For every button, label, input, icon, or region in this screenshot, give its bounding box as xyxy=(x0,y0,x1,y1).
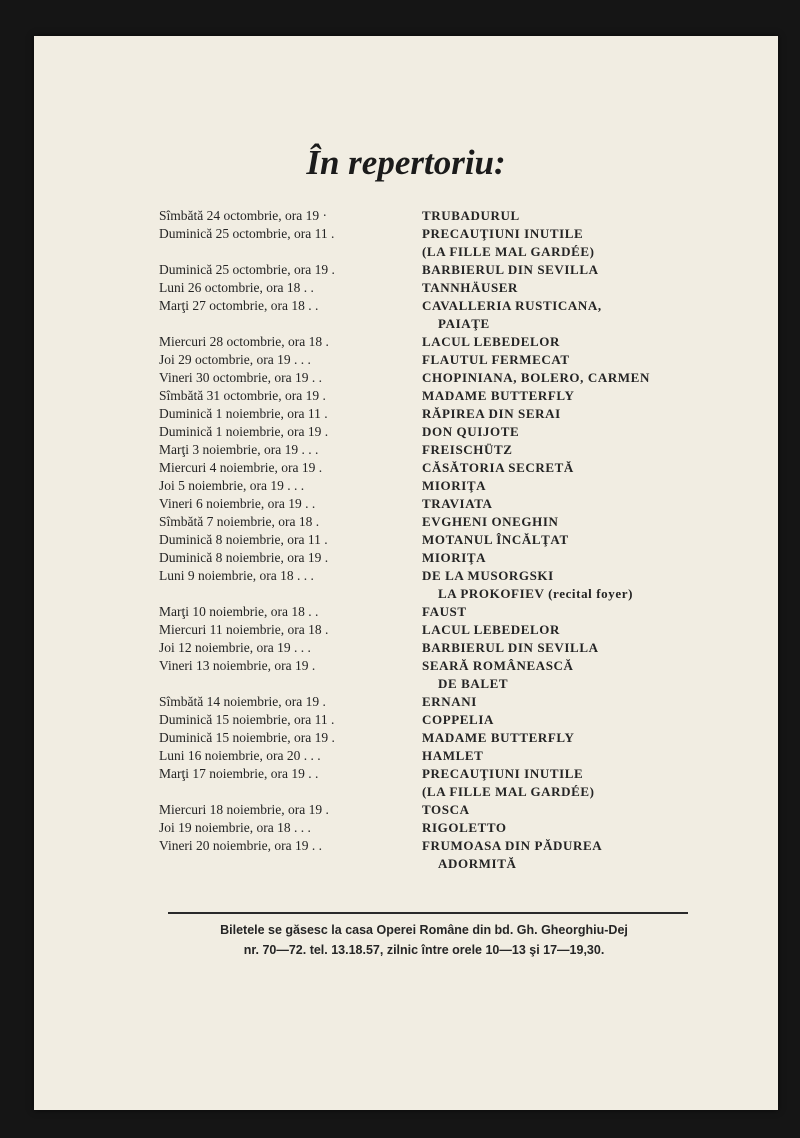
page-title: În repertoriu: xyxy=(306,143,506,182)
repertoire-row xyxy=(34,747,778,765)
performance-date: Sîmbătă 24 octombrie, ora 19 · xyxy=(159,208,327,223)
performance-date: Sîmbătă 14 noiembrie, ora 19 . xyxy=(159,694,326,709)
title-line: DON QUIJOTE xyxy=(422,424,520,439)
repertoire-row xyxy=(34,351,778,369)
title-line-continued: LA PROKOFIEV (recital foyer) xyxy=(438,586,634,601)
title-line: PRECAUŢIUNI INUTILE xyxy=(422,226,584,241)
title-line: PRECAUŢIUNI INUTILE xyxy=(422,766,584,781)
repertoire-row xyxy=(34,765,778,801)
title-line: ERNANI xyxy=(422,694,477,709)
performance-title xyxy=(422,513,559,531)
repertoire-row xyxy=(34,513,778,531)
performance-date: Duminică 25 octombrie, ora 11 . xyxy=(159,226,335,241)
performance-title xyxy=(422,351,570,369)
repertoire-row xyxy=(34,261,778,279)
performance-date: Marţi 27 octombrie, ora 18 . . xyxy=(159,298,319,313)
performance-title xyxy=(422,657,574,693)
title-line: MIORIŢA xyxy=(422,478,487,493)
repertoire-row xyxy=(34,477,778,495)
performance-title xyxy=(422,765,595,801)
performance-date: Miercuri 28 octombrie, ora 18 . xyxy=(159,334,329,349)
repertoire-row xyxy=(34,639,778,657)
performance-title xyxy=(422,369,650,387)
title-line: TRUBADURUL xyxy=(422,208,520,223)
performance-date: Vineri 20 noiembrie, ora 19 . . xyxy=(159,838,323,853)
repertoire-row xyxy=(34,423,778,441)
performance-title xyxy=(422,477,486,495)
title-line: TANNHÄUSER xyxy=(422,280,519,295)
performance-title xyxy=(422,801,470,819)
repertoire-row xyxy=(34,333,778,351)
performance-title xyxy=(422,207,520,225)
title-line: RIGOLETTO xyxy=(422,820,507,835)
repertoire-row xyxy=(34,495,778,513)
title-line: DE LA MUSORGSKI xyxy=(422,568,554,583)
performance-date: Duminică 8 noiembrie, ora 19 . xyxy=(159,550,329,565)
performance-title xyxy=(422,621,560,639)
repertoire-row xyxy=(34,207,778,225)
title-line: MIORIŢA xyxy=(422,550,487,565)
performance-title xyxy=(422,693,477,711)
performance-title xyxy=(422,495,493,513)
title-line: COPPELIA xyxy=(422,712,494,727)
repertoire-row xyxy=(34,531,778,549)
performance-date: Marţi 3 noiembrie, ora 19 . . . xyxy=(159,442,319,457)
repertoire-row xyxy=(34,549,778,567)
title-line: SEARĂ ROMÂNEASCĂ xyxy=(422,658,574,673)
performance-date: Luni 16 noiembrie, ora 20 . . . xyxy=(159,748,321,763)
repertoire-row xyxy=(34,711,778,729)
performance-title xyxy=(422,747,483,765)
title-line: BARBIERUL DIN SEVILLA xyxy=(422,262,599,277)
title-line: TOSCA xyxy=(422,802,470,817)
performance-title xyxy=(422,279,518,297)
performance-title xyxy=(422,333,560,351)
performance-date: Luni 26 octombrie, ora 18 . . xyxy=(159,280,314,295)
performance-date: Duminică 8 noiembrie, ora 11 . xyxy=(159,532,328,547)
performance-date: Sîmbătă 7 noiembrie, ora 18 . xyxy=(159,514,320,529)
performance-title xyxy=(422,459,574,477)
repertoire-row xyxy=(34,459,778,477)
performance-title xyxy=(422,603,467,621)
repertoire-row xyxy=(34,369,778,387)
performance-date: Vineri 13 noiembrie, ora 19 . xyxy=(159,658,316,673)
performance-date: Joi 12 noiembrie, ora 19 . . . xyxy=(159,640,311,655)
repertoire-row xyxy=(34,621,778,639)
performance-title xyxy=(422,225,595,261)
repertoire-row xyxy=(34,801,778,819)
performance-title xyxy=(422,531,569,549)
performance-title xyxy=(422,729,575,747)
ticket-info xyxy=(144,920,704,960)
repertoire-row xyxy=(34,837,778,873)
ticket-info-line-1: Biletele se găsesc la casa Operei Române din bd. Gh. Gheorghiu-Dej xyxy=(220,923,628,937)
title-line-continued: (LA FILLE MAL GARDÉE) xyxy=(422,244,595,259)
repertoire-row xyxy=(34,297,778,333)
performance-date: Marţi 10 noiembrie, ora 18 . . xyxy=(159,604,319,619)
repertoire-row xyxy=(34,225,778,261)
title-line-continued: (LA FILLE MAL GARDÉE) xyxy=(422,784,595,799)
repertoire-row xyxy=(34,657,778,693)
performance-title xyxy=(422,261,599,279)
performance-title xyxy=(422,567,633,603)
performance-date: Vineri 6 noiembrie, ora 19 . . xyxy=(159,496,316,511)
repertoire-list xyxy=(34,207,778,873)
performance-date: Vineri 30 octombrie, ora 19 . . xyxy=(159,370,323,385)
title-line: FLAUTUL FERMECAT xyxy=(422,352,570,367)
performance-date: Joi 19 noiembrie, ora 18 . . . xyxy=(159,820,311,835)
performance-date: Duminică 1 noiembrie, ora 11 . xyxy=(159,406,328,421)
performance-date: Sîmbătă 31 octombrie, ora 19 . xyxy=(159,388,326,403)
title-line: HAMLET xyxy=(422,748,484,763)
performance-date: Duminică 15 noiembrie, ora 19 . xyxy=(159,730,335,745)
repertoire-row xyxy=(34,693,778,711)
performance-title xyxy=(422,837,602,873)
performance-date: Duminică 25 octombrie, ora 19 . xyxy=(159,262,335,277)
repertoire-row xyxy=(34,729,778,747)
title-line-continued: ADORMITĂ xyxy=(438,856,517,871)
ticket-info-line-2: nr. 70—72. tel. 13.18.57, zilnic între orele 10—13 şi 17—19,30. xyxy=(243,943,605,957)
title-line-continued: PAIAŢE xyxy=(438,316,490,331)
title-line: LACUL LEBEDELOR xyxy=(422,334,560,349)
title-line: TRAVIATA xyxy=(422,496,493,511)
title-line: LACUL LEBEDELOR xyxy=(422,622,560,637)
title-line: RĂPIREA DIN SERAI xyxy=(422,406,561,421)
program-page xyxy=(34,36,778,1110)
title-line-continued: DE BALET xyxy=(438,676,509,691)
performance-date: Joi 29 octombrie, ora 19 . . . xyxy=(159,352,311,367)
performance-title xyxy=(422,441,513,459)
performance-date: Duminică 1 noiembrie, ora 19 . xyxy=(159,424,329,439)
performance-title xyxy=(422,297,602,333)
performance-date: Luni 9 noiembrie, ora 18 . . . xyxy=(159,568,314,583)
performance-date: Miercuri 4 noiembrie, ora 19 . xyxy=(159,460,323,475)
repertoire-row xyxy=(34,387,778,405)
performance-title xyxy=(422,639,599,657)
repertoire-row xyxy=(34,567,778,603)
performance-title xyxy=(422,819,507,837)
repertoire-row xyxy=(34,603,778,621)
divider xyxy=(168,912,688,914)
title-line: CĂSĂTORIA SECRETĂ xyxy=(422,460,574,475)
performance-title xyxy=(422,549,486,567)
title-line: FRUMOASA DIN PĂDUREA xyxy=(422,838,603,853)
repertoire-row xyxy=(34,819,778,837)
title-line: FREISCHÜTZ xyxy=(422,442,513,457)
title-line: BARBIERUL DIN SEVILLA xyxy=(422,640,599,655)
performance-title xyxy=(422,423,519,441)
performance-date: Miercuri 18 noiembrie, ora 19 . xyxy=(159,802,329,817)
performance-date: Joi 5 noiembrie, ora 19 . . . xyxy=(159,478,305,493)
title-line: MADAME BUTTERFLY xyxy=(422,388,575,403)
repertoire-row xyxy=(34,441,778,459)
title-line: MOTANUL ÎNCĂLŢAT xyxy=(422,532,569,547)
title-line: EVGHENI ONEGHIN xyxy=(422,514,559,529)
title-line: CAVALLERIA RUSTICANA, xyxy=(422,298,602,313)
title-line: MADAME BUTTERFLY xyxy=(422,730,575,745)
performance-date: Miercuri 11 noiembrie, ora 18 . xyxy=(159,622,329,637)
repertoire-row xyxy=(34,279,778,297)
performance-date: Duminică 15 noiembrie, ora 11 . xyxy=(159,712,335,727)
title-line: CHOPINIANA, BOLERO, CARMEN xyxy=(422,370,650,385)
title-line: FAUST xyxy=(422,604,467,619)
repertoire-row xyxy=(34,405,778,423)
performance-title xyxy=(422,711,494,729)
performance-date: Marţi 17 noiembrie, ora 19 . . xyxy=(159,766,319,781)
performance-title xyxy=(422,387,575,405)
performance-title xyxy=(422,405,561,423)
